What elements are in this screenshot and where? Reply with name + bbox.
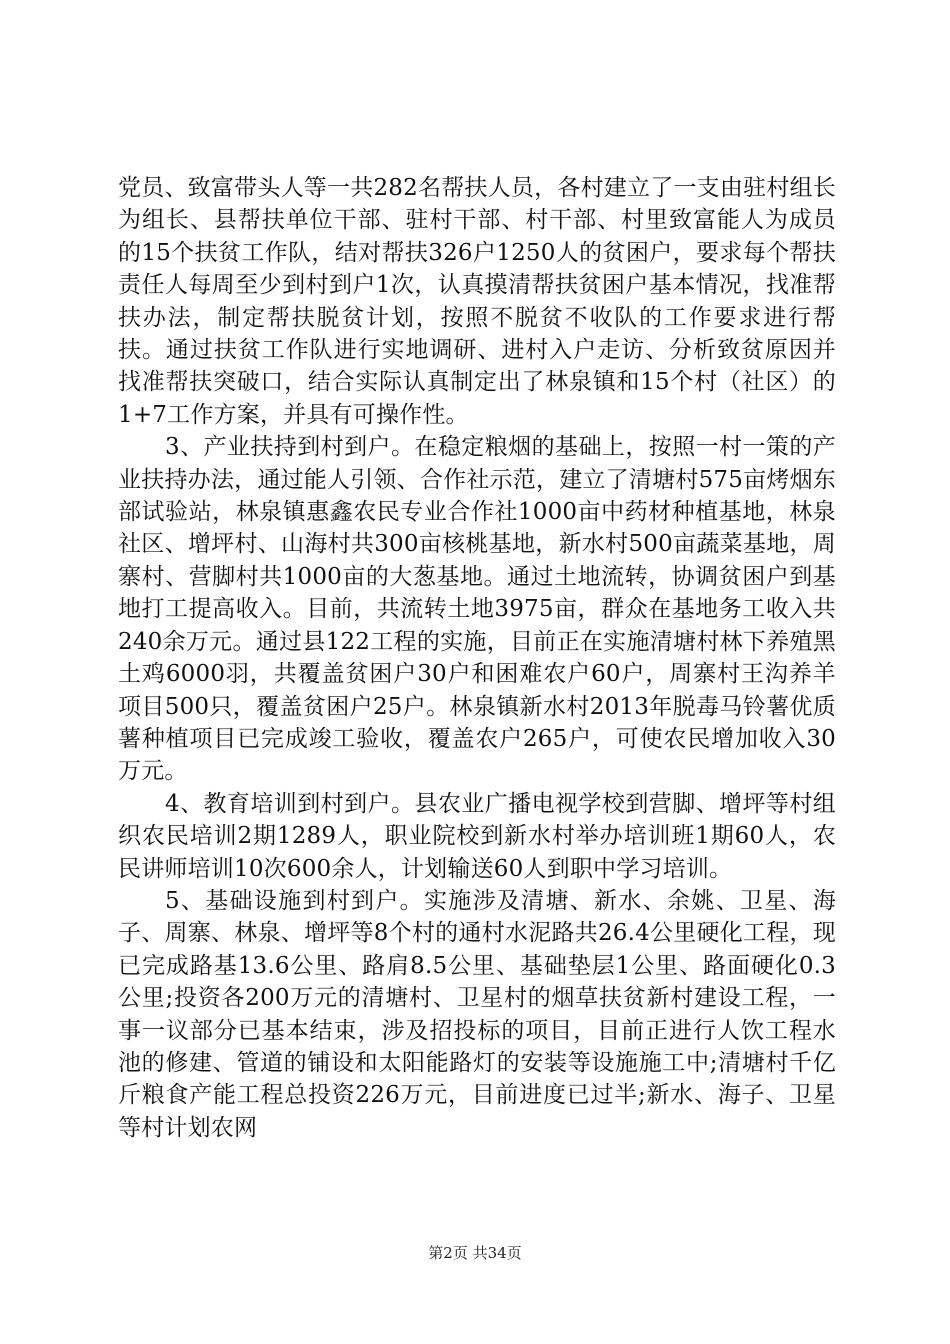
paragraph-2: 3、产业扶持到村到户。在稳定粮烟的基础上，按照一村一策的产业扶持办法，通过能人引领、合作社示范，建立了清塘村575亩烤烟东部试验站，林泉镇惠鑫农民专业合作社1000亩中药材种植基地，林泉社区、增坪村、山海村共300亩核桃基地，新水村500亩蔬菜基地，周寨村、营脚村共1000亩的大葱基地。通过土地流转，协调贫困户到基地打工提高收入。目前，共流转土地3975亩，群众在基地务工收入共240余万元。通过县122工程的实施，目前正在实施清塘村林下养殖黑土鸡6000羽，共覆盖贫困户30户和困难农户60户，周寨村王沟养羊项目500只，覆盖贫困户25户。林泉镇新水村2013年脱毒马铃薯优质薯种植项目已完成竣工验收，覆盖农户265户，可使农民增加收入30万元。 [118,434,836,785]
paragraph-4: 5、基础设施到村到户。实施涉及清塘、新水、余姚、卫星、海子、周寨、林泉、增坪等8个村的通村水泥路共26.4公里硬化工程，现已完成路基13.6公里、路肩8.5公里、基础垫层1公里、路面硬化0.3公里;投资各200万元的清塘村、卫星村的烟草扶贫新村建设工程，一事一议部分已基本结束，涉及招投标的项目，目前正进行人饮工程水池的修建、管道的铺设和太阳能路灯的安装等设施施工中;清塘村千亿斤粮食产能工程总投资226万元，目前进度已过半;新水、海子、卫星等村计划农网 [118,887,836,1141]
document-body [118,172,836,1144]
page-footer: 第2页 共34页 [428,1244,522,1262]
paragraph-1: 党员、致富带头人等一共282名帮扶人员，各村建立了一支由驻村组长为组长、县帮扶单位干部、驻村干部、村干部、村里致富能人为成员的15个扶贫工作队，结对帮扶326户1250人的贫困户，要求每个帮扶责任人每周至少到村到户1次，认真摸清帮扶贫困户基本情况，找准帮扶办法，制定帮扶脱贫计划，按照不脱贫不收队的工作要求进行帮扶。通过扶贫工作队进行实地调研、进村入户走访、分析致贫原因并找准帮扶突破口，结合实际认真制定出了林泉镇和15个村（社区）的1+7工作方案，并具有可操作性。 [118,175,836,428]
paragraph-3: 4、教育培训到村到户。县农业广播电视学校到营脚、增坪等村组织农民培训2期1289人，职业院校到新水村举办培训班1期60人，农民讲师培训10次600余人，计划输送60人到职中学习培训。 [118,790,836,882]
